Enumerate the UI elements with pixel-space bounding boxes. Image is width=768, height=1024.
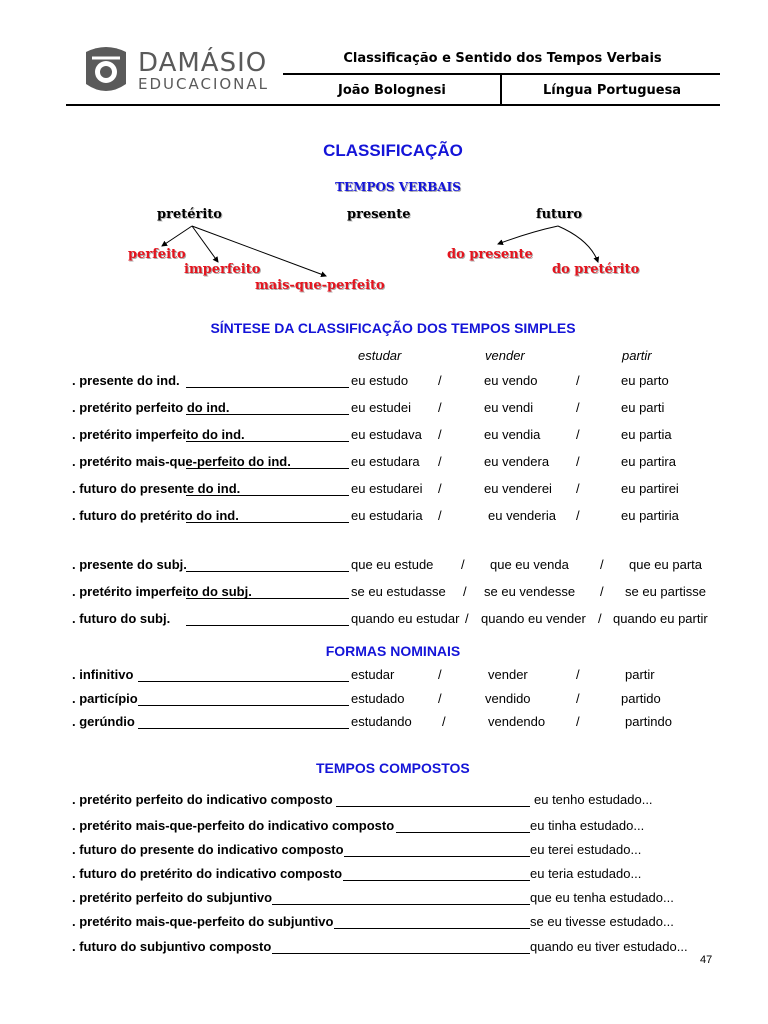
separator: / xyxy=(576,691,580,706)
compostos-title: TEMPOS COMPOSTOS xyxy=(316,760,470,776)
tense-label: . presente do subj. xyxy=(72,557,187,572)
compound-label: . futuro do presente do indicativo composto xyxy=(72,842,344,857)
form-estudar: eu estudarei xyxy=(351,481,423,496)
form-estudar: que eu estude xyxy=(351,557,434,572)
sintese-title: SÍNTESE DA CLASSIFICAÇÃO DOS TEMPOS SIMPLES xyxy=(210,320,576,336)
form-vender: vender xyxy=(488,667,528,682)
tense-label: . pretérito imperfeito do ind. xyxy=(72,427,245,442)
form-partir: eu parti xyxy=(621,400,665,415)
separator: / xyxy=(438,508,442,523)
tense-label: . futuro do pretérito do ind. xyxy=(72,508,239,523)
separator: / xyxy=(576,714,580,729)
form-partir: que eu parta xyxy=(629,557,703,572)
compound-example: eu teria estudado... xyxy=(530,866,642,881)
compound-example: se eu tivesse estudado... xyxy=(530,914,674,929)
nominal-label: . particípio xyxy=(72,691,138,706)
form-vender: eu vendia xyxy=(484,427,541,442)
main-title: CLASSIFICAÇÃO xyxy=(323,141,463,160)
compound-label: . futuro do subjuntivo composto xyxy=(72,939,272,954)
form-estudar: estudando xyxy=(351,714,412,729)
separator: / xyxy=(576,481,580,496)
compound-example: eu tinha estudado... xyxy=(530,818,645,833)
separator: / xyxy=(576,667,580,682)
diagram-preterito: pretérito xyxy=(157,207,222,222)
compound-label: . pretérito mais-que-perfeito do indicativo composto xyxy=(72,818,395,833)
blank-line xyxy=(336,806,530,807)
arrow-to-perfeito xyxy=(162,226,192,246)
form-partir: eu partirei xyxy=(621,481,679,496)
separator: / xyxy=(598,611,602,626)
form-estudar: se eu estudasse xyxy=(351,584,446,599)
blank-line xyxy=(138,728,349,729)
compound-example: eu tenho estudado... xyxy=(534,792,653,807)
diagram-arrows xyxy=(0,0,768,300)
blank-line xyxy=(138,705,349,706)
tense-label: . futuro do subj. xyxy=(72,611,171,626)
form-vender: quando eu vender xyxy=(481,611,586,626)
form-estudar: estudar xyxy=(351,667,395,682)
header-subject: Língua Portuguesa xyxy=(543,83,682,98)
form-vender: se eu vendesse xyxy=(484,584,576,599)
separator: / xyxy=(442,714,446,729)
form-partir: eu partira xyxy=(621,454,676,469)
col-header-estudar: estudar xyxy=(358,348,402,363)
form-vender: eu venderei xyxy=(484,481,552,496)
compound-label: . pretérito perfeito do indicativo composto xyxy=(72,792,333,807)
blank-line xyxy=(186,468,349,469)
form-partir: quando eu partir xyxy=(613,611,708,626)
separator: / xyxy=(465,611,469,626)
blank-line xyxy=(186,522,349,523)
col-header-vender: vender xyxy=(485,348,525,363)
diagram-do-preterito: do pretérito xyxy=(552,262,640,277)
header-title: Classificação e Sentido dos Tempos Verbais xyxy=(343,51,662,66)
form-estudar: quando eu estudar xyxy=(351,611,460,626)
diagram-mais-que-perfeito: mais-que-perfeito xyxy=(255,278,385,293)
logo-top-text: DAMÁSIO xyxy=(138,48,268,78)
blank-line xyxy=(272,953,530,954)
header-author: João Bolognesi xyxy=(338,83,446,98)
arrow-to-imperfeito xyxy=(192,226,218,262)
blank-line xyxy=(186,387,349,388)
separator: / xyxy=(576,427,580,442)
form-estudar: estudado xyxy=(351,691,405,706)
form-partir: partir xyxy=(625,667,655,682)
form-vender: vendido xyxy=(485,691,531,706)
form-estudar: eu estudo xyxy=(351,373,409,388)
form-estudar: eu estudei xyxy=(351,400,411,415)
diagram-imperfeito: imperfeito xyxy=(184,262,261,277)
form-vender: eu vendi xyxy=(484,400,534,415)
form-partir: se eu partisse xyxy=(625,584,706,599)
diagram-futuro: futuro xyxy=(536,207,583,222)
separator: / xyxy=(463,584,467,599)
form-vender: que eu venda xyxy=(490,557,569,572)
form-partir: partido xyxy=(621,691,661,706)
diagram-do-presente: do presente xyxy=(447,247,533,262)
nominal-label: . infinitivo xyxy=(72,667,134,682)
form-partir: eu parto xyxy=(621,373,669,388)
tense-label: . pretérito mais-que-perfeito do ind. xyxy=(72,454,291,469)
form-partir: partindo xyxy=(625,714,672,729)
blank-line xyxy=(138,681,349,682)
compound-label: . pretérito mais-que-perfeito do subjuntivo xyxy=(72,914,334,929)
form-estudar: eu estudara xyxy=(351,454,420,469)
separator: / xyxy=(600,557,604,572)
tense-label: . futuro do presente do ind. xyxy=(72,481,241,496)
blank-line xyxy=(186,441,349,442)
blank-line xyxy=(186,625,349,626)
form-estudar: eu estudava xyxy=(351,427,422,442)
separator: / xyxy=(438,373,442,388)
arrow-to-do-preterito xyxy=(558,226,598,262)
form-partir: eu partia xyxy=(621,427,672,442)
nominais-title: FORMAS NOMINAIS xyxy=(325,643,461,659)
separator: / xyxy=(438,400,442,415)
separator: / xyxy=(438,427,442,442)
nominal-label: . gerúndio xyxy=(72,714,135,729)
separator: / xyxy=(576,508,580,523)
form-vender: vendendo xyxy=(488,714,546,729)
diagram-presente: presente xyxy=(347,207,411,222)
diagram-perfeito: perfeito xyxy=(128,247,186,262)
form-partir: eu partiria xyxy=(621,508,679,523)
blank-line xyxy=(186,598,349,599)
separator: / xyxy=(576,400,580,415)
compound-label: . futuro do pretérito do indicativo composto xyxy=(72,866,343,881)
compound-label: . pretérito perfeito do subjuntivo xyxy=(72,890,273,905)
blank-line xyxy=(186,414,349,415)
compound-example: que eu tenha estudado... xyxy=(530,890,674,905)
tense-label: . pretérito perfeito do ind. xyxy=(72,400,230,415)
blank-line xyxy=(186,571,349,572)
blank-line xyxy=(396,832,530,833)
logo-bottom-text: EDUCACIONAL xyxy=(138,75,270,93)
form-vender: eu vendo xyxy=(484,373,538,388)
separator: / xyxy=(576,373,580,388)
separator: / xyxy=(438,667,442,682)
separator: / xyxy=(600,584,604,599)
blank-line xyxy=(334,928,530,929)
arrow-to-do-presente xyxy=(498,226,558,244)
compound-example: eu terei estudado... xyxy=(530,842,642,857)
blank-line xyxy=(343,880,530,881)
tense-label: . pretérito imperfeito do subj. xyxy=(72,584,252,599)
form-vender: eu vendera xyxy=(484,454,550,469)
separator: / xyxy=(576,454,580,469)
blank-line xyxy=(344,856,530,857)
diagram-title: TEMPOS VERBAIS xyxy=(335,180,461,194)
blank-line xyxy=(186,495,349,496)
blank-line xyxy=(272,904,530,905)
form-estudar: eu estudaria xyxy=(351,508,423,523)
separator: / xyxy=(438,691,442,706)
separator: / xyxy=(461,557,465,572)
page-number: 47 xyxy=(700,954,713,966)
separator: / xyxy=(438,454,442,469)
separator: / xyxy=(438,481,442,496)
compound-example: quando eu tiver estudado... xyxy=(530,939,688,954)
form-vender: eu venderia xyxy=(488,508,556,523)
col-header-partir: partir xyxy=(622,348,652,363)
tense-label: . presente do ind. xyxy=(72,373,180,388)
